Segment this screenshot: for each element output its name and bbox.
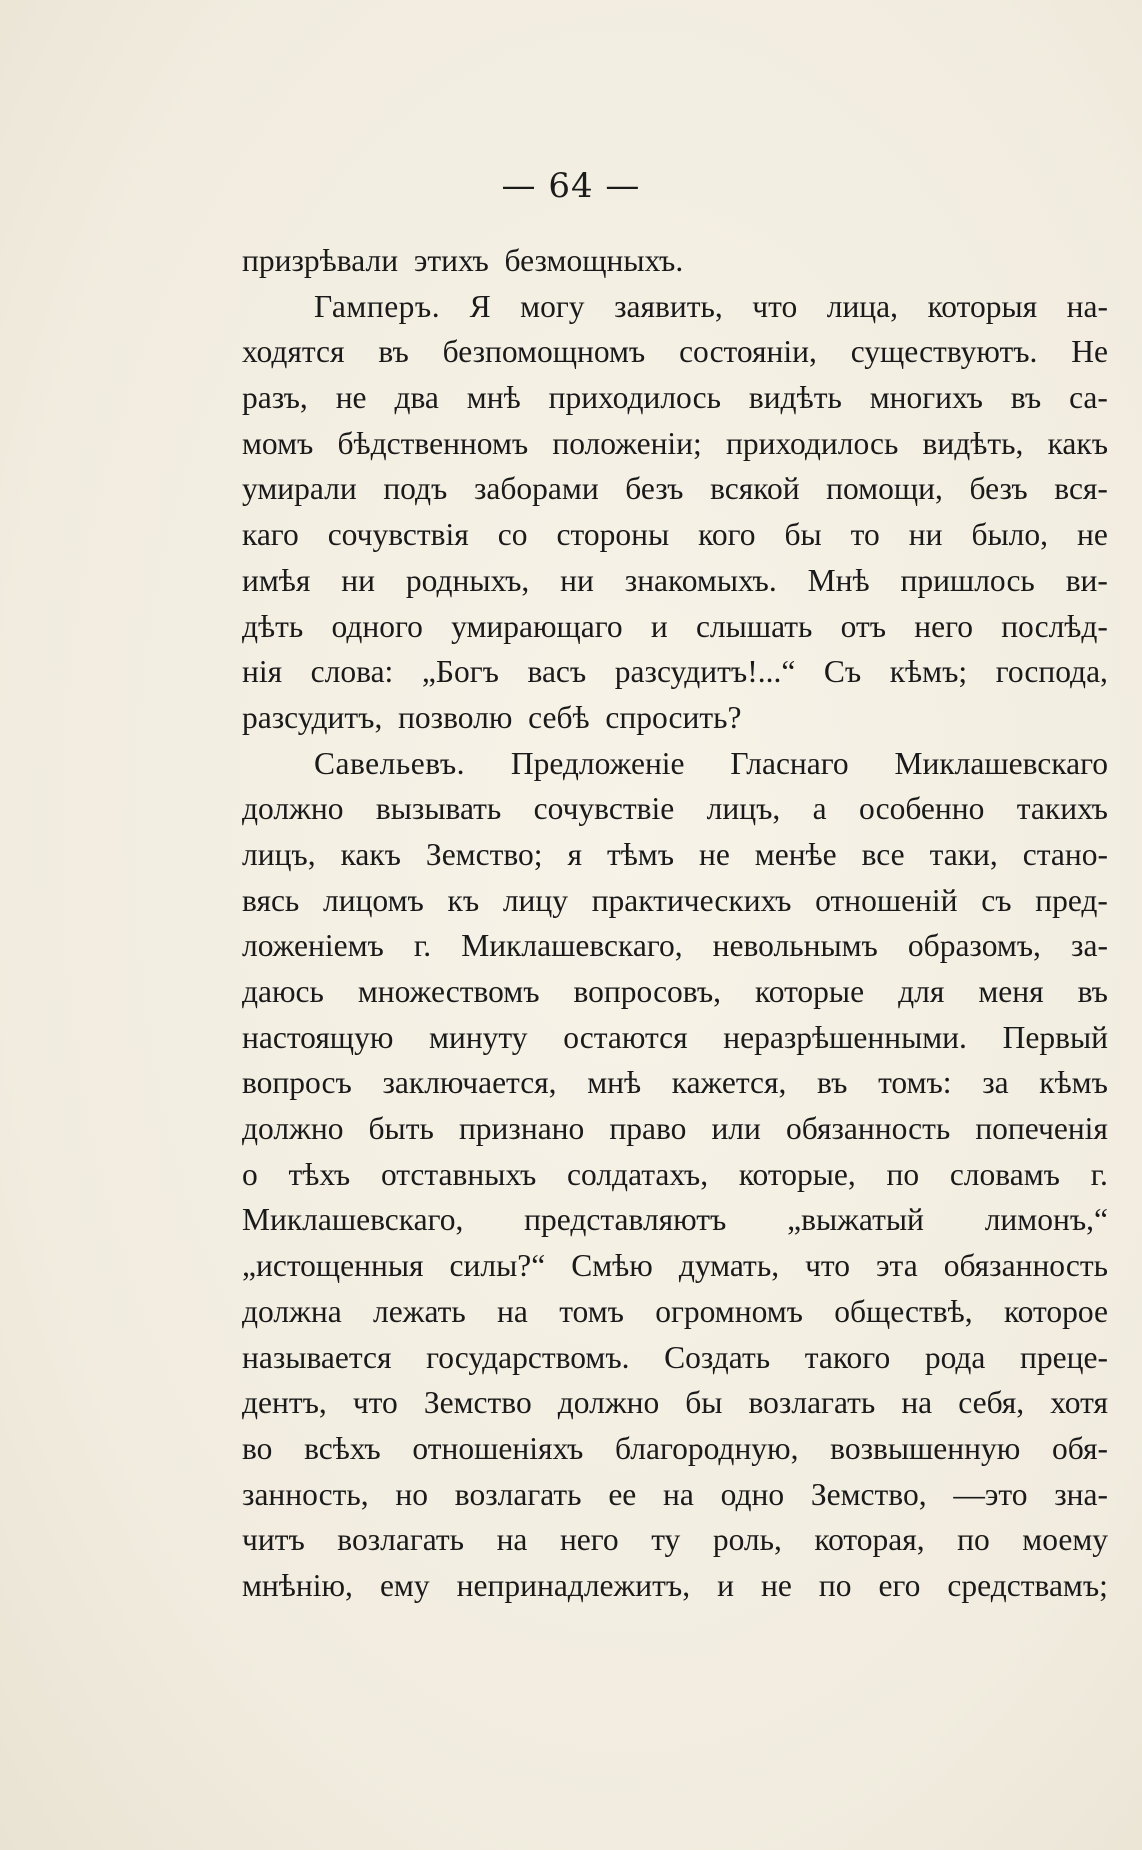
word: право bbox=[609, 1111, 687, 1147]
word: Не bbox=[1071, 334, 1108, 370]
word: имѣя bbox=[242, 562, 311, 598]
word: было, bbox=[971, 517, 1049, 553]
word: отношенiй bbox=[815, 882, 958, 918]
word: лицомъ bbox=[323, 882, 424, 918]
word: таки, bbox=[929, 836, 998, 872]
text-line bbox=[242, 238, 1108, 284]
word: кѣмъ bbox=[1039, 1065, 1108, 1101]
word: лицъ, bbox=[242, 836, 316, 872]
word: возвышенную bbox=[830, 1430, 1021, 1466]
word: вызывать bbox=[375, 791, 502, 827]
word: Я bbox=[469, 288, 491, 324]
word: силы?“ bbox=[449, 1248, 546, 1284]
text-line bbox=[242, 512, 1108, 558]
word: многихъ bbox=[869, 380, 983, 416]
word: умирающаго bbox=[451, 608, 623, 644]
word: ни bbox=[560, 562, 594, 598]
text-line bbox=[242, 832, 1108, 878]
word: возлагать bbox=[748, 1385, 876, 1421]
word: остаются bbox=[563, 1019, 688, 1055]
word: по bbox=[818, 1567, 852, 1603]
word: настоящую bbox=[242, 1019, 394, 1055]
word: положенiи; bbox=[552, 425, 702, 461]
word: за- bbox=[1071, 928, 1108, 964]
text-line bbox=[242, 1152, 1108, 1198]
word: что bbox=[752, 288, 798, 324]
word: благородную, bbox=[615, 1430, 799, 1466]
word: обязанность bbox=[785, 1111, 951, 1147]
word: Съ bbox=[823, 654, 862, 690]
word: позволю bbox=[398, 699, 513, 735]
word: васъ bbox=[527, 654, 587, 690]
word: стано- bbox=[1022, 836, 1108, 872]
word: какъ bbox=[1047, 425, 1108, 461]
word: множествомъ bbox=[357, 974, 540, 1009]
word: вся- bbox=[1054, 471, 1108, 507]
word: приходилось bbox=[725, 425, 899, 461]
word: слова: bbox=[310, 654, 394, 690]
word: Гласнаго bbox=[730, 745, 849, 781]
text-line bbox=[242, 284, 1108, 330]
word: должно bbox=[242, 791, 344, 827]
word: но bbox=[395, 1476, 429, 1512]
word: тѣмъ bbox=[606, 836, 675, 872]
text-line bbox=[242, 1517, 1108, 1563]
word: „истощенныя bbox=[242, 1248, 424, 1284]
word: по bbox=[957, 1522, 990, 1558]
word: должно bbox=[557, 1385, 660, 1421]
word: кого bbox=[698, 517, 756, 553]
word: —это bbox=[953, 1476, 1028, 1512]
word: представляютъ bbox=[524, 1202, 727, 1238]
text-line bbox=[242, 604, 1108, 650]
word: заключается, bbox=[382, 1065, 557, 1101]
word: по bbox=[886, 1156, 920, 1192]
text-line bbox=[242, 923, 1108, 969]
word: неразрѣшенными. bbox=[723, 1019, 967, 1055]
word: въ bbox=[817, 1065, 848, 1101]
word: на bbox=[496, 1522, 528, 1558]
word: или bbox=[711, 1111, 761, 1147]
word: что bbox=[805, 1248, 851, 1284]
word: которые bbox=[755, 974, 865, 1009]
text-line bbox=[242, 1060, 1108, 1106]
word: въ bbox=[1077, 974, 1108, 1009]
word: возлагать bbox=[454, 1476, 582, 1512]
word: къ bbox=[447, 882, 480, 918]
word: возлагать bbox=[337, 1522, 465, 1558]
word: признано bbox=[458, 1111, 585, 1147]
word: Земство; bbox=[425, 836, 543, 872]
word: заборами bbox=[473, 471, 599, 507]
word: подъ bbox=[383, 471, 448, 507]
text-line bbox=[242, 558, 1108, 604]
word: спросить? bbox=[605, 699, 742, 735]
word: съ bbox=[981, 882, 1012, 918]
word: дѣть bbox=[242, 608, 304, 644]
word: не bbox=[698, 836, 730, 872]
word: на bbox=[497, 1293, 528, 1329]
word: призрѣвали bbox=[242, 243, 399, 278]
word: умирали bbox=[242, 471, 357, 507]
word: томъ: bbox=[878, 1065, 952, 1101]
word: которые, bbox=[738, 1156, 856, 1192]
word: не bbox=[761, 1567, 792, 1603]
word: все bbox=[861, 836, 905, 872]
word: минуту bbox=[429, 1019, 528, 1055]
text-line bbox=[242, 466, 1108, 512]
word: ту bbox=[651, 1522, 681, 1558]
word: заявить, bbox=[614, 288, 723, 324]
word: пред- bbox=[1035, 882, 1108, 918]
word: сочувствiя bbox=[327, 517, 469, 553]
word: г. bbox=[413, 928, 432, 964]
word: приходилось bbox=[548, 380, 721, 416]
word: даюсь bbox=[242, 974, 324, 1009]
text-line bbox=[242, 649, 1108, 695]
word: должно bbox=[242, 1111, 344, 1147]
word: невольнымъ bbox=[712, 928, 878, 964]
word: послѣд- bbox=[1001, 608, 1108, 644]
word: называется bbox=[242, 1339, 392, 1375]
word: Гамперъ. bbox=[314, 288, 441, 324]
word: Миклашевскаго bbox=[894, 745, 1108, 781]
word: Мнѣ bbox=[807, 562, 870, 598]
word: вясь bbox=[242, 882, 300, 918]
word: которыя bbox=[927, 288, 1038, 324]
word: то bbox=[850, 517, 880, 553]
word: о bbox=[242, 1156, 258, 1192]
word: себя, bbox=[958, 1385, 1025, 1421]
word: этихъ bbox=[413, 243, 489, 278]
word: него bbox=[914, 608, 973, 644]
word: быть bbox=[368, 1111, 434, 1147]
word: отъ bbox=[840, 608, 886, 644]
word: тѣхъ bbox=[288, 1156, 351, 1192]
word: моему bbox=[1022, 1522, 1108, 1558]
word: менѣе bbox=[754, 836, 837, 872]
word: одного bbox=[331, 608, 423, 644]
text-line bbox=[242, 786, 1108, 832]
word: которое bbox=[1003, 1293, 1108, 1329]
word: помощи, bbox=[826, 471, 943, 507]
word: эта bbox=[876, 1248, 918, 1284]
word: должна bbox=[242, 1293, 342, 1329]
word: зна- bbox=[1054, 1476, 1108, 1512]
word: Первый bbox=[1002, 1019, 1108, 1055]
word: такихъ bbox=[1016, 791, 1108, 827]
text-line bbox=[242, 1426, 1108, 1472]
word: стороны bbox=[556, 517, 670, 553]
text-line bbox=[242, 695, 1108, 741]
word: такого bbox=[804, 1339, 891, 1375]
word: обществѣ, bbox=[834, 1293, 973, 1329]
word: что bbox=[352, 1385, 398, 1421]
word: меня bbox=[978, 974, 1044, 1009]
word: отставныхъ bbox=[380, 1156, 537, 1192]
word: солдатахъ, bbox=[567, 1156, 709, 1192]
text-line bbox=[242, 329, 1108, 375]
text-line bbox=[242, 1197, 1108, 1243]
word: Создать bbox=[664, 1339, 771, 1375]
word: бѣдственномъ bbox=[337, 425, 529, 461]
word: за bbox=[982, 1065, 1009, 1101]
word: „выжатый bbox=[787, 1202, 924, 1238]
word: мнѣ bbox=[587, 1065, 642, 1101]
word: могу bbox=[520, 288, 585, 324]
word: образомъ, bbox=[907, 928, 1041, 964]
word: обя- bbox=[1051, 1430, 1108, 1466]
page-number: — 64 — bbox=[501, 166, 641, 206]
word: читъ bbox=[242, 1522, 305, 1558]
word: томъ bbox=[559, 1293, 624, 1329]
word: ви- bbox=[1065, 562, 1108, 598]
word: разсудитъ!...“ bbox=[614, 654, 796, 690]
word: обязанность bbox=[943, 1248, 1108, 1284]
word: Земство bbox=[423, 1385, 532, 1421]
word: мнѣнiю, bbox=[242, 1567, 353, 1603]
word: Предложенiе bbox=[510, 745, 685, 781]
body-text bbox=[242, 238, 1108, 1609]
word: всякой bbox=[710, 471, 800, 507]
word: кажется, bbox=[671, 1065, 787, 1101]
word: на- bbox=[1066, 288, 1108, 324]
word: не bbox=[1077, 517, 1108, 553]
word: хотя bbox=[1050, 1385, 1108, 1421]
word: ни bbox=[341, 562, 375, 598]
word: лица, bbox=[826, 288, 899, 324]
word: слышать bbox=[695, 608, 813, 644]
word: огромномъ bbox=[655, 1293, 803, 1329]
word: видѣть, bbox=[922, 425, 1024, 461]
word: господа, bbox=[995, 654, 1108, 690]
word: Смѣю bbox=[571, 1248, 653, 1284]
word: какъ bbox=[340, 836, 401, 872]
text-line bbox=[242, 375, 1108, 421]
word: безмощныхъ. bbox=[504, 243, 684, 278]
word: кѣмъ; bbox=[889, 654, 968, 690]
word: существуютъ. bbox=[850, 334, 1038, 370]
word: бы bbox=[784, 517, 822, 553]
word: а bbox=[812, 791, 827, 827]
word: преце- bbox=[1020, 1339, 1108, 1375]
word: практическихъ bbox=[591, 882, 792, 918]
word: пришлось bbox=[900, 562, 1035, 598]
word: средствамъ; bbox=[947, 1567, 1108, 1603]
text-line bbox=[242, 1335, 1108, 1381]
word: видѣть bbox=[748, 380, 842, 416]
word: разсудитъ, bbox=[242, 699, 383, 735]
word: лежать bbox=[372, 1293, 466, 1329]
word: словамъ bbox=[949, 1156, 1060, 1192]
text-line bbox=[242, 969, 1108, 1015]
word: Миклашевскаго, bbox=[461, 928, 683, 964]
word: безъ bbox=[969, 471, 1028, 507]
word: са- bbox=[1069, 380, 1108, 416]
word: Миклашевскаго, bbox=[242, 1202, 464, 1238]
word: „Богъ bbox=[421, 654, 499, 690]
word: вопросовъ, bbox=[573, 974, 722, 1009]
word: знакомыхъ. bbox=[624, 562, 777, 598]
word: вопросъ bbox=[242, 1065, 352, 1101]
word: сочувствiе bbox=[533, 791, 675, 827]
word: Земство, bbox=[810, 1476, 927, 1512]
word: лицъ, bbox=[706, 791, 781, 827]
text-line bbox=[242, 878, 1108, 924]
word: одно bbox=[720, 1476, 785, 1512]
text-line bbox=[242, 1106, 1108, 1152]
word: которая, bbox=[814, 1522, 925, 1558]
text-line bbox=[242, 1015, 1108, 1061]
word: безпомощномъ bbox=[442, 334, 646, 370]
word: я bbox=[567, 836, 582, 872]
word: состоянiи, bbox=[679, 334, 817, 370]
word: для bbox=[898, 974, 945, 1009]
word: на bbox=[901, 1385, 933, 1421]
text-line bbox=[242, 1563, 1108, 1609]
word: особенно bbox=[859, 791, 985, 827]
word: момъ bbox=[242, 425, 314, 461]
text-line bbox=[242, 1289, 1108, 1335]
word: бы bbox=[685, 1385, 723, 1421]
word: всѣхъ bbox=[304, 1430, 381, 1466]
word: и bbox=[717, 1567, 734, 1603]
word: и bbox=[650, 608, 668, 644]
word: ее bbox=[608, 1476, 637, 1512]
word: думать, bbox=[678, 1248, 780, 1284]
text-line bbox=[242, 741, 1108, 787]
word: со bbox=[497, 517, 528, 553]
word: каго bbox=[242, 517, 299, 553]
word: непринадлежитъ, bbox=[456, 1567, 691, 1603]
word: на bbox=[663, 1476, 694, 1512]
word: его bbox=[878, 1567, 921, 1603]
word: него bbox=[559, 1522, 619, 1558]
word: г. bbox=[1090, 1156, 1108, 1192]
word: разъ, bbox=[242, 380, 308, 416]
word: ложенiемъ bbox=[242, 928, 384, 964]
word: ходятся bbox=[242, 334, 345, 370]
word: въ bbox=[1010, 380, 1042, 416]
word: лимонъ,“ bbox=[984, 1202, 1108, 1238]
word: нiя bbox=[242, 654, 283, 690]
word: безъ bbox=[625, 471, 684, 507]
word: ему bbox=[379, 1567, 430, 1603]
word: рода bbox=[924, 1339, 986, 1375]
text-line bbox=[242, 1380, 1108, 1426]
word: государствомъ. bbox=[426, 1339, 630, 1375]
word: себѣ bbox=[528, 699, 590, 735]
word: лицу bbox=[502, 882, 568, 918]
word: Савельевъ. bbox=[314, 745, 465, 781]
word: мнѣ bbox=[466, 380, 521, 416]
word: во bbox=[242, 1430, 273, 1466]
word: попеченiя bbox=[975, 1111, 1108, 1147]
word: въ bbox=[378, 334, 409, 370]
text-line bbox=[242, 1472, 1108, 1518]
word: не bbox=[335, 380, 367, 416]
word: дентъ, bbox=[242, 1385, 327, 1421]
text-line bbox=[242, 1243, 1108, 1289]
word: два bbox=[394, 380, 439, 416]
word: занность, bbox=[242, 1476, 369, 1512]
word: родныхъ, bbox=[405, 562, 530, 598]
word: роль, bbox=[712, 1522, 782, 1558]
text-line bbox=[242, 421, 1108, 467]
word: ни bbox=[908, 517, 943, 553]
word: отношенiяхъ bbox=[412, 1430, 584, 1466]
